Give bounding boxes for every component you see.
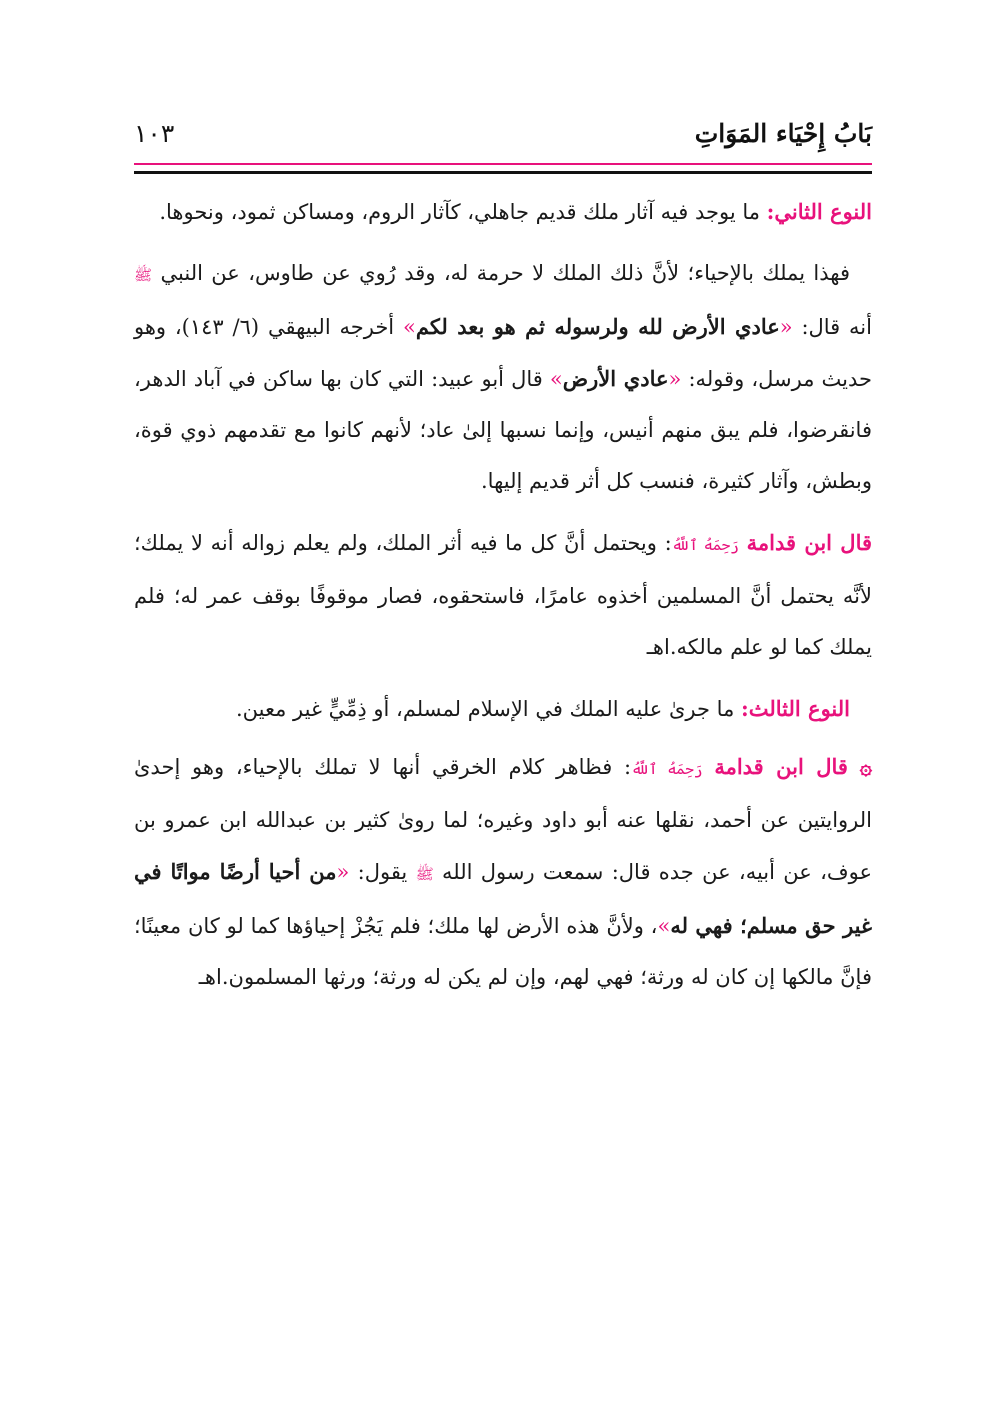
paragraph-ibn-qudama-2 (134, 741, 872, 1003)
page-header (134, 116, 872, 156)
paragraph-ibn-qudama-1 (134, 517, 872, 673)
header-rule-dark (134, 171, 872, 174)
chapter-title: بَابُ إِحْيَاء المَوَاتِ (694, 119, 872, 148)
paragraph-text: أنه قال: (792, 315, 872, 339)
paragraph-text: : ويحتمل أنَّ كل ما فيه أثر الملك، ولم يعلم زواله أنه لا يملك؛ لأنَّه يحتمل أنَّ المسلمين أخذوه عامرًا، فاستحقوه، فصار موقوفًا بوقف عمر له؛ فلم يملك كما لو علم مالكه.اهـ (134, 531, 872, 659)
page-body (134, 186, 872, 1013)
quote-close-mark: » (402, 315, 416, 339)
hadith-quote: عادي الأرض (562, 366, 669, 391)
paragraph-ruling (134, 248, 872, 507)
paragraph-text: أخرجه البيهقي (٦/ ١٤٣)، وهو حديث مرسل، وقوله: (134, 315, 872, 391)
page-number: ١٠٣ (134, 119, 175, 148)
flower-icon: ۞ (859, 754, 872, 779)
honorific-mark: ﷺ (134, 266, 153, 284)
section-label: النوع الثالث: (741, 696, 850, 721)
honorific-mark: رَحِمَهُ ٱللَّهُ (671, 536, 739, 554)
header-rule-accent (134, 163, 872, 165)
paragraph-text: ، ولأنَّ هذه الأرض لها ملك؛ فلم يَجُزْ إحياؤها كما لو كان معينًا؛ فإنَّ مالكها إن كان له ورثة؛ فهي لهم، وإن لم يكن له ورثة؛ ورثها المسلمون.اهـ (134, 914, 872, 989)
section-label: قال ابن قدامة (746, 530, 873, 555)
paragraph-text: ما جرىٰ عليه الملك في الإسلام لمسلم، أو ذِمِّيٍّ غير معين. (235, 697, 741, 721)
quote-close-mark: » (657, 914, 671, 938)
paragraph-text: قال أبو عبيد: التي كان بها ساكن في آباد الدهر، فانقرضوا، فلم يبق منهم أنيس، وإنما نسبها إلىٰ عاد؛ لأنهم كانوا مع تقدمهم ذوي قوة، وبطش، وآثار كثيرة، فنسب كل أثر قديم إليها. (134, 367, 872, 493)
honorific-mark: رَحِمَهُ ٱللَّهُ (631, 760, 703, 778)
quote-close-mark: » (549, 367, 563, 391)
quote-open-mark: « (668, 367, 682, 391)
paragraph-text: ما يوجد فيه آثار ملك قديم جاهلي، كآثار الروم، ومساكن ثمود، ونحوها. (159, 200, 767, 224)
quote-open-mark: « (336, 860, 350, 884)
paragraph-text: : فظاهر كلام الخرقي أنها لا تملك بالإحياء، وهو إحدىٰ الروايتين عن أحمد، نقلها عنه أبو داود وغيره؛ لما روىٰ كثير بن عبدالله ابن عمرو بن عوف، عن أبيه، عن جده قال: سمعت رسول الله (134, 755, 873, 884)
hadith-quote: عادي الأرض لله ولرسوله ثم هو بعد لكم (415, 314, 780, 339)
paragraph-text: يقول: (349, 860, 416, 884)
paragraph-third-type (134, 683, 872, 735)
honorific-mark: ﷺ (415, 865, 434, 883)
section-label: النوع الثاني: (766, 199, 872, 224)
quote-open-mark: « (779, 315, 793, 339)
paragraph-text: فهذا يملك بالإحياء؛ لأنَّ ذلك الملك لا حرمة له، وقد رُوي عن طاوس، عن النبي (152, 261, 850, 285)
paragraph-second-type (134, 186, 872, 238)
section-label: قال ابن قدامة (714, 754, 848, 779)
hadith-quote: من أحيا أرضًا مواتًا في غير حق مسلم؛ فهي له (134, 859, 872, 938)
